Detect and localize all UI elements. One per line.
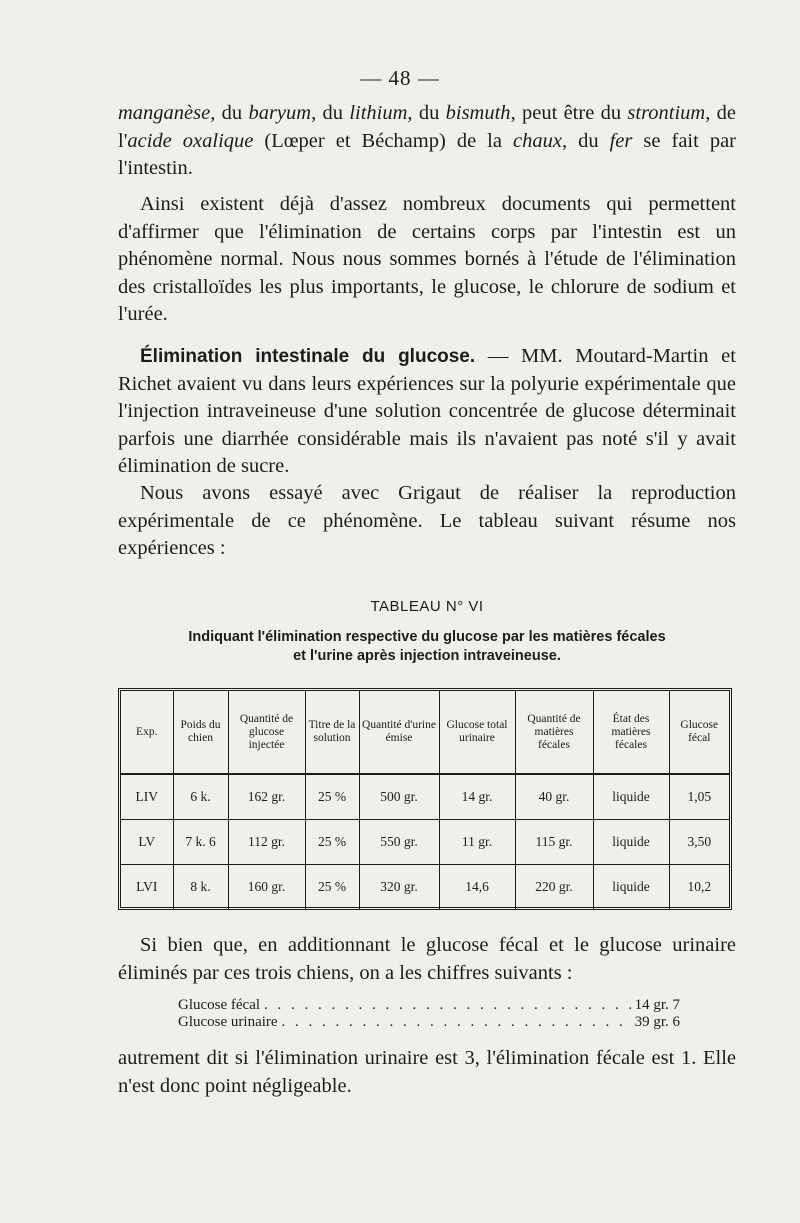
paragraph-5: Si bien que, en additionnant le glucose fécal et le glucose urinaire éliminés par ces trois chiens, on a les chiffres suivants :	[118, 934, 736, 984]
section-heading: Élimination intestinale du glucose.	[140, 346, 476, 367]
table-cell: 40 gr.	[515, 774, 593, 820]
text-italic: manganèse	[118, 102, 211, 124]
text-italic: fer	[609, 129, 633, 152]
table-cell: 6 k.	[173, 774, 228, 820]
table-cell: 8 k.	[173, 865, 228, 910]
total-value: 39 gr. 6	[634, 1014, 680, 1030]
table-cell: 3,50	[669, 820, 729, 865]
text: , du	[561, 129, 610, 152]
text: , de l'	[118, 102, 737, 152]
text-italic: strontium	[627, 102, 706, 124]
table-row	[121, 865, 729, 910]
table-title: TABLEAU N° VI	[370, 598, 484, 615]
leader-dots	[264, 997, 631, 1014]
data-table-frame	[118, 688, 732, 910]
table-cell: 25 %	[305, 820, 359, 865]
total-label: Glucose fécal	[178, 997, 261, 1013]
table-cell: 10,2	[669, 865, 729, 910]
table-header-row	[121, 691, 729, 774]
table-cell: 14,6	[439, 865, 515, 910]
header-cell: Quantité d'urine émise	[359, 691, 439, 774]
table-cell: LIV	[121, 774, 173, 820]
text-italic: bismuth	[445, 102, 511, 124]
header-cell: Titre de la solution	[305, 691, 359, 774]
paragraph-4: Nous avons essayé avec Grigaut de réaliser la reproduction expérimentale de ce phénomène. Le tableau suivant résume nos expériences :	[118, 482, 736, 559]
table-cell: 11 gr.	[439, 820, 515, 865]
table-cell: 14 gr.	[439, 774, 515, 820]
table-cell: 112 gr.	[228, 820, 305, 865]
table-cell: liquide	[593, 820, 669, 865]
text: (Lœper et Béchamp) de la	[253, 129, 513, 152]
table-row	[121, 820, 729, 865]
table-cell: LVI	[136, 879, 158, 894]
table-cell: 160 gr.	[228, 865, 305, 910]
paragraph-3-body: — MM. Moutard-Martin et Richet avaient vu dans leurs expériences sur la polyurie expérimentale que l'injection intraveineuse d'une solution concentrée de glucose déterminait parfois une diarrhée considérable mais ils n'avaient pas noté s'il y avait élimination de sucre.	[118, 345, 736, 477]
table-caption-line-1: Indiquant l'élimination respective du glucose par les matières fécales	[188, 629, 666, 645]
table-cell: 25 %	[305, 865, 359, 910]
table-cell: 7 k. 6	[173, 820, 228, 865]
text-italic: baryum	[248, 102, 312, 124]
table-caption-line-2: et l'urine après injection intraveineuse.	[293, 648, 561, 664]
table-cell: 25 %	[305, 774, 359, 820]
header-cell: État des matières fécales	[593, 691, 669, 774]
text-italic: lithium	[349, 102, 408, 124]
table-cell: liquide	[593, 865, 669, 910]
list-item	[178, 997, 680, 1014]
table-cell: 115 gr.	[515, 820, 593, 865]
table-cell: 320 gr.	[359, 865, 439, 910]
page-number: — 48 —	[360, 66, 440, 90]
paragraph-2: Ainsi existent déjà d'assez nombreux documents qui permettent d'affirmer que l'élimination de certains corps par l'intestin est un phénomène normal. Nous nous sommes bornés à l'étude de l'élimination des cristalloïdes les plus importants, le glucose, le chlorure de sodium et l'urée.	[118, 193, 736, 325]
paragraph-1	[118, 100, 736, 183]
header-cell: Quantité de glucose injectée	[228, 691, 305, 774]
text-italic: acide oxalique	[127, 129, 254, 152]
table-cell: 550 gr.	[359, 820, 439, 865]
table-caption	[118, 628, 736, 666]
total-value: 14 gr. 7	[634, 997, 680, 1013]
table-cell: 220 gr.	[515, 865, 593, 910]
header-cell: Glucose fécal	[669, 691, 729, 774]
text-italic: chaux	[513, 129, 562, 152]
total-label: Glucose urinaire	[178, 1014, 278, 1030]
header-cell: Glucose total urinaire	[439, 691, 515, 774]
text: , du	[210, 102, 249, 124]
header-cell: Quantité de matières fécales	[515, 691, 593, 774]
text: , du	[407, 102, 446, 124]
data-table	[121, 691, 729, 909]
text: , peut être du	[510, 102, 628, 124]
table-cell: liquide	[593, 774, 669, 820]
table-cell: 1,05	[669, 774, 729, 820]
table-row	[121, 774, 729, 820]
text: se fait par l'intestin.	[118, 129, 737, 179]
header-cell: Exp.	[121, 691, 173, 774]
table-cell: LV	[121, 820, 173, 865]
paragraph-6: autrement dit si l'élimination urinaire est 3, l'élimination fécale est 1. Elle n'est donc point négligeable.	[118, 1047, 736, 1097]
header-cell: Poids du chien	[173, 691, 228, 774]
paragraph-3	[118, 343, 736, 481]
table-cell: 500 gr.	[359, 774, 439, 820]
leader-dots	[282, 1014, 631, 1031]
list-item	[178, 1014, 680, 1031]
text: , du	[311, 102, 350, 124]
table-cell: 162 gr.	[228, 774, 305, 820]
totals-list	[178, 997, 680, 1031]
